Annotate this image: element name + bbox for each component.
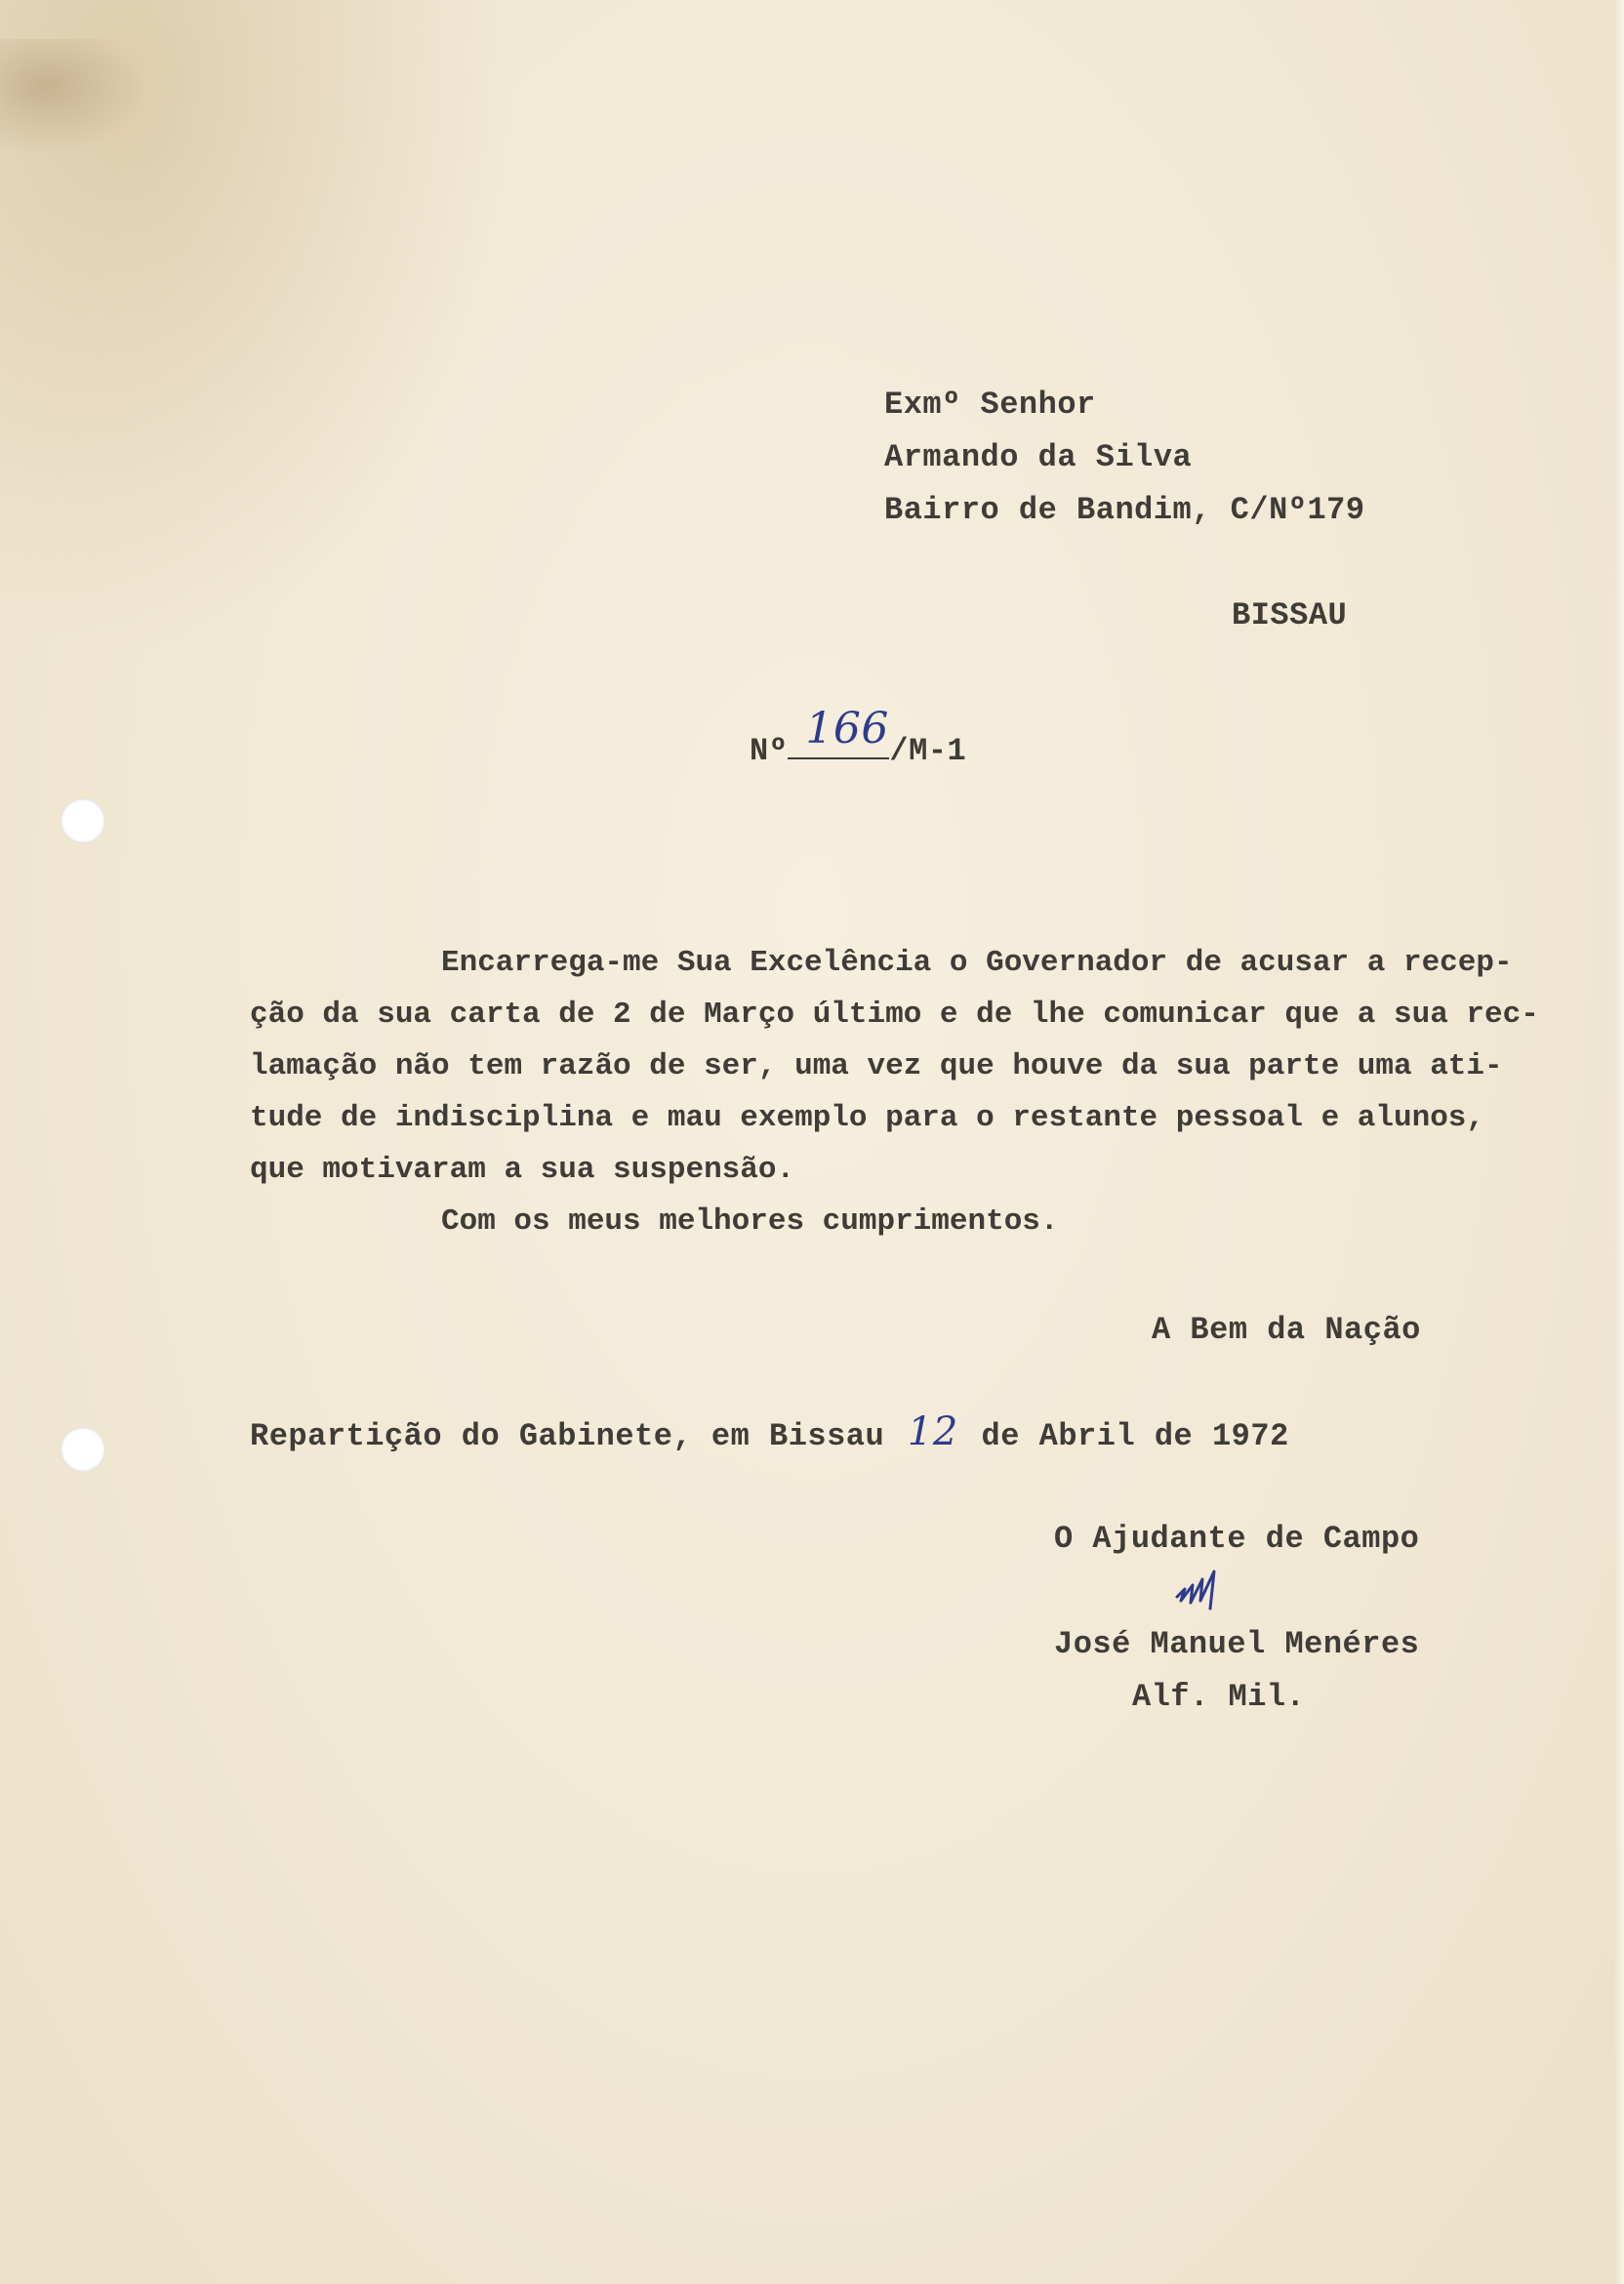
reference-handwritten-number: 166: [805, 704, 889, 754]
signatory-name: José Manuel Menéres: [1054, 1626, 1420, 1662]
recipient-city: BISSAU: [1232, 597, 1348, 633]
signatory-rank: Alf. Mil.: [1132, 1679, 1306, 1715]
body-line: Encarrega-me Sua Excelência o Governador de acusar a recep-: [441, 946, 1513, 980]
reference-suffix: /M-1: [889, 733, 967, 769]
paper-stain: [0, 39, 146, 156]
reference-prefix: Nº: [750, 733, 789, 769]
handwritten-day: 12: [907, 1409, 958, 1454]
page-edge: [1614, 0, 1624, 2284]
motto: A Bem da Nação: [1152, 1312, 1421, 1348]
punch-hole-top: [61, 798, 105, 843]
signatory-title: O Ajudante de Campo: [1054, 1521, 1420, 1557]
body-line: ção da sua carta de 2 de Março último e de lhe comunicar que a sua rec-: [250, 998, 1539, 1032]
letter-body: [250, 937, 1577, 1247]
closing-courtesy: Com os meus melhores cumprimentos.: [441, 1204, 1059, 1239]
body-line: lamação não tem razão de ser, uma vez que houve da sua parte uma ati-: [250, 1049, 1503, 1083]
body-line: tude de indisciplina e mau exemplo para o restante pessoal e alunos,: [250, 1101, 1485, 1135]
punch-hole-bottom: [61, 1427, 105, 1472]
handwritten-signature: [1171, 1562, 1249, 1620]
place-date-suffix: de Abril de 1972: [981, 1418, 1289, 1454]
recipient-address: Bairro de Bandim, C/Nº179: [884, 492, 1365, 528]
reference-number: [750, 704, 967, 778]
recipient-salutation: Exmº Senhor: [884, 387, 1096, 423]
body-line: que motivaram a sua suspensão.: [250, 1153, 795, 1187]
reference-blank: [788, 704, 889, 759]
place-date: [250, 1406, 1289, 1463]
place-date-prefix: Repartição do Gabinete, em Bissau: [250, 1418, 885, 1454]
recipient-name: Armando da Silva: [884, 439, 1193, 475]
